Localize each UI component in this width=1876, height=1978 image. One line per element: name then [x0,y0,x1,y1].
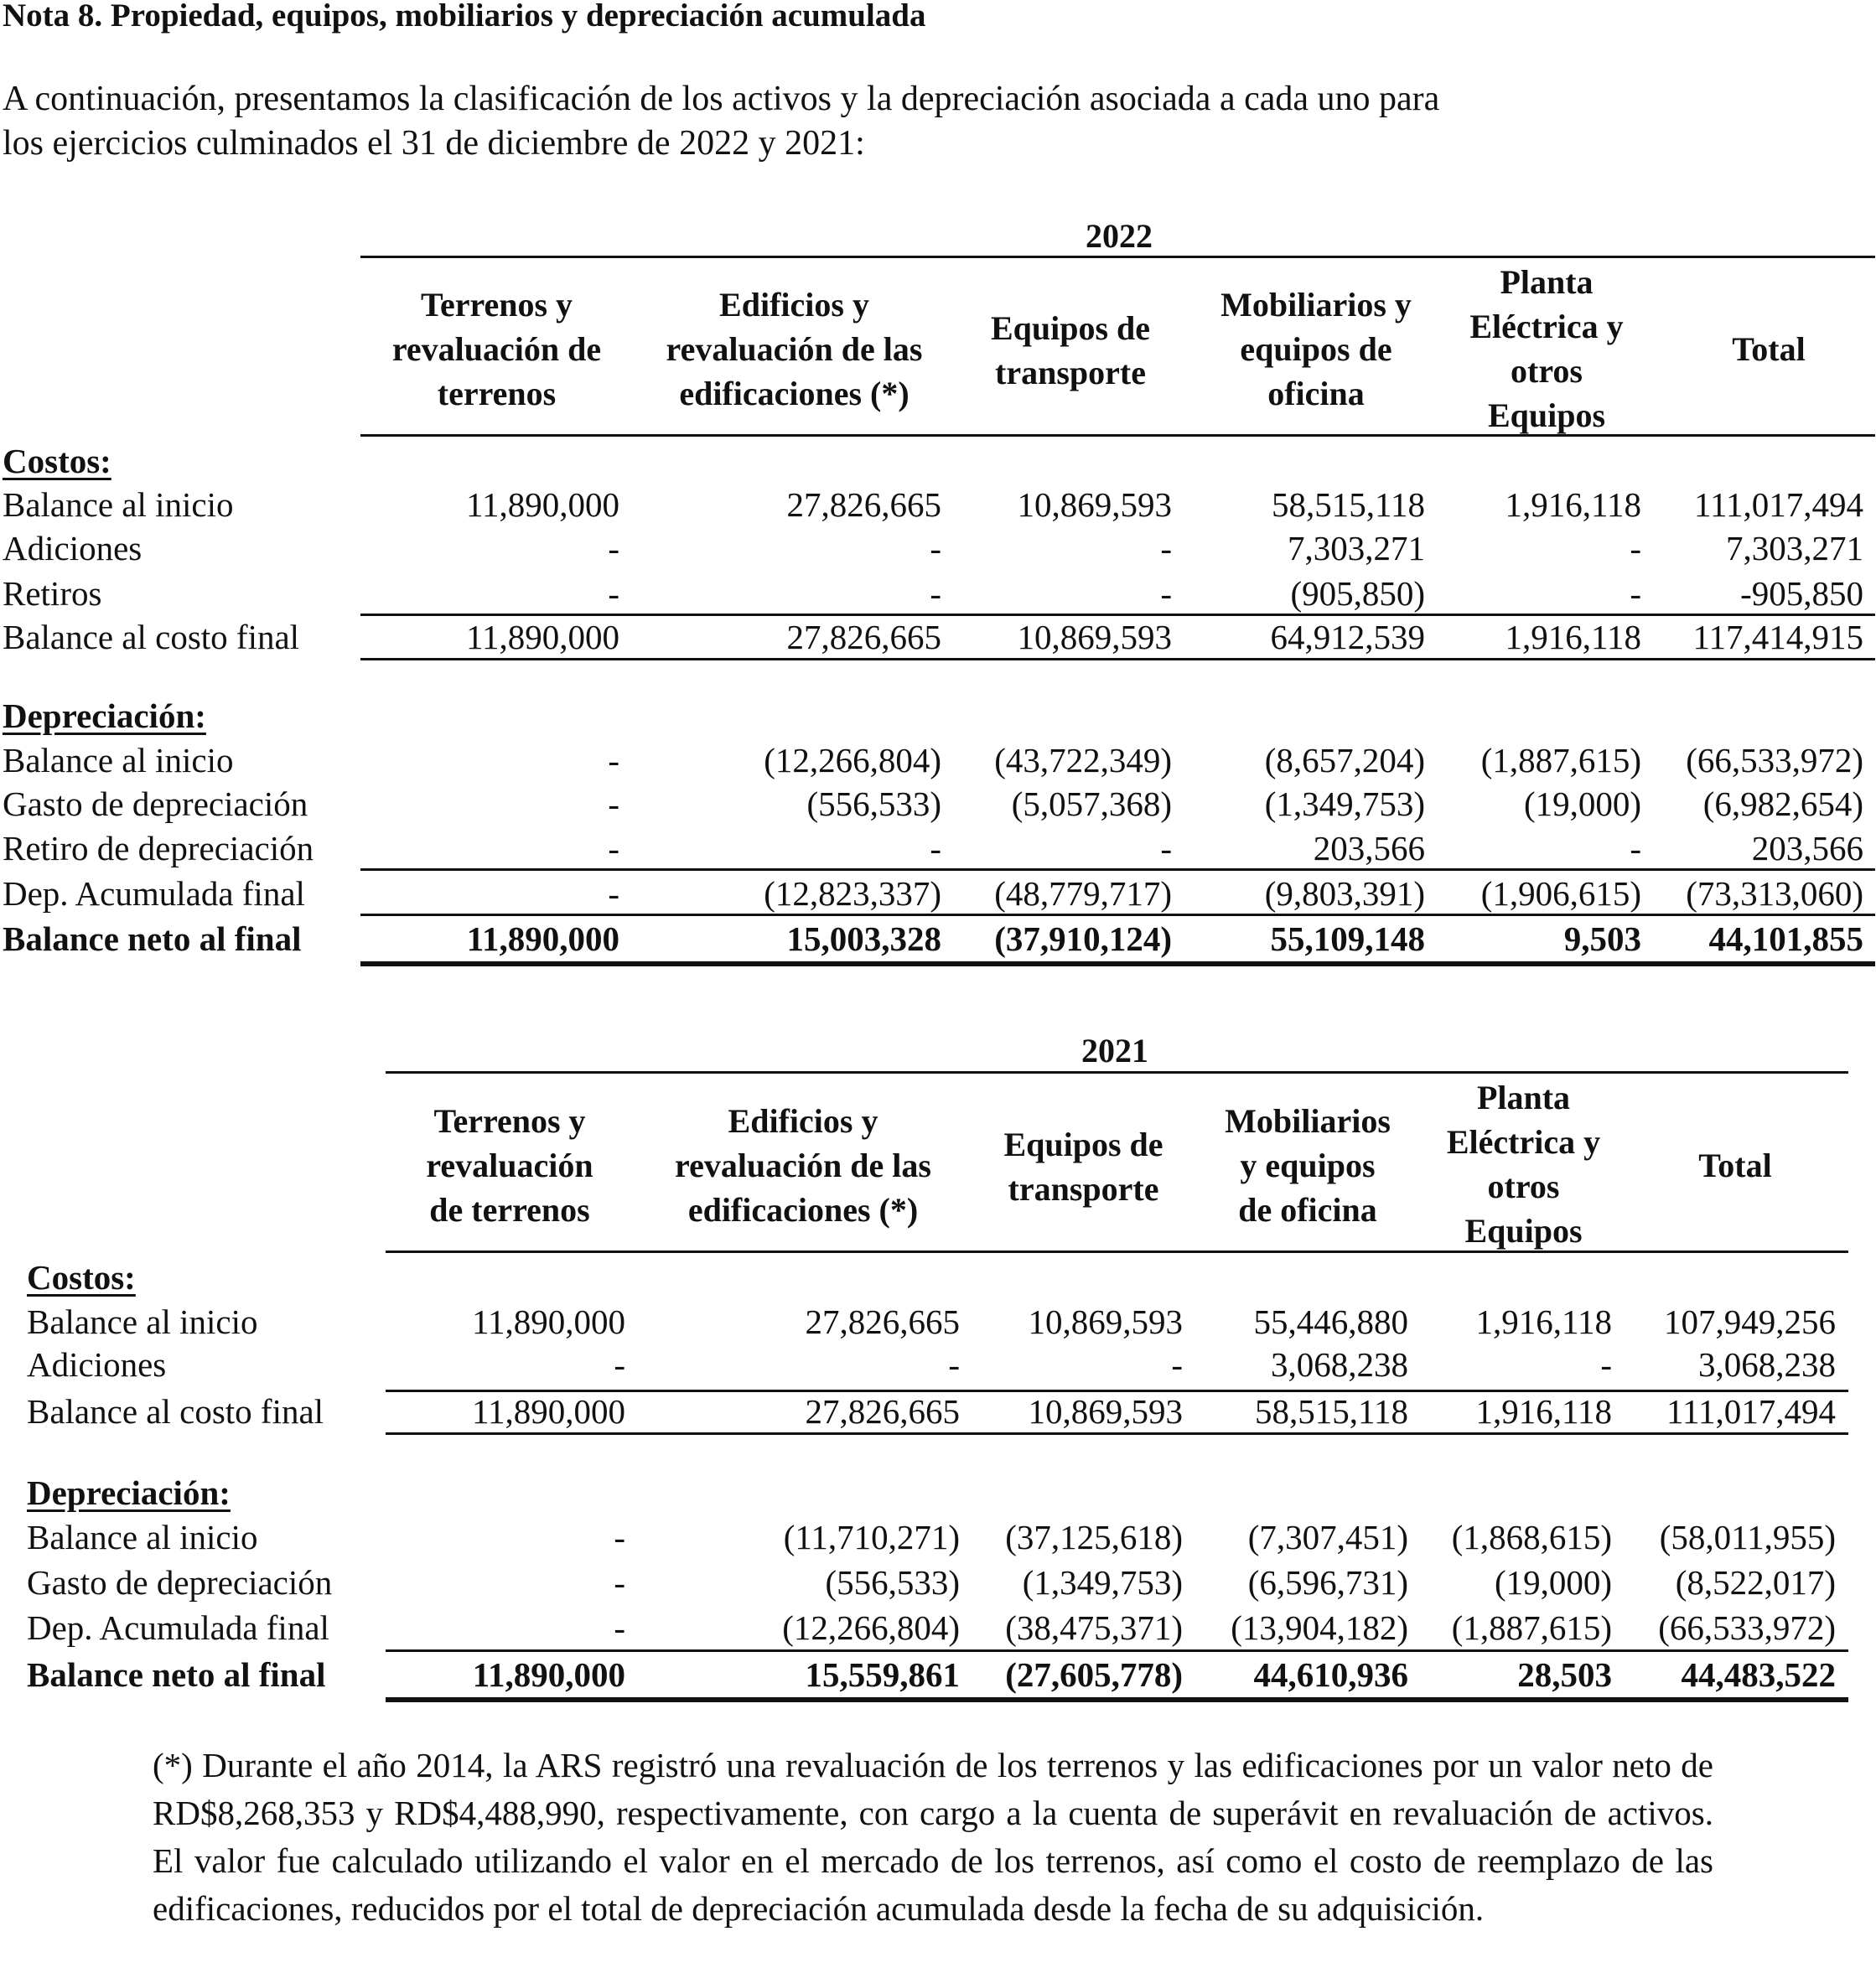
column-header-mobiliarios-line: oficina [1267,375,1365,412]
cell-d_gasto-equipos: (1,349,753) [1022,1563,1183,1602]
column-header-planta [1421,1075,1626,1253]
column-header-planta-line: Planta [1476,1079,1571,1116]
row-label-c_final: Balance al costo final [3,618,300,656]
cell-c_adiciones-equipos: - [1171,1345,1183,1384]
cell-c_adiciones-terrenos: - [608,529,619,567]
cell-c_inicio-mobiliarios: 58,515,118 [1272,485,1425,524]
column-header-terrenos-line: revaluación [426,1147,593,1184]
cell-c_retiros-total: -905,850 [1740,574,1863,613]
cell-d_inicio-mobiliarios: (7,307,451) [1247,1518,1408,1556]
row-label-d_retiro: Retiro de depreciación [3,829,314,867]
year-heading: 2022 [1086,217,1153,255]
column-header-mobiliarios [1190,1099,1425,1232]
cell-c_retiros-edificios: - [930,574,941,613]
cell-c_inicio-terrenos: 11,890,000 [472,1302,625,1341]
cell-c_adiciones-mobiliarios: 3,068,238 [1271,1345,1408,1384]
cell-d_inicio-equipos: (43,722,349) [994,741,1172,779]
row-label-d_gasto: Gasto de depreciación [27,1563,333,1602]
cell-d_final-mobiliarios: (13,904,182) [1231,1608,1408,1647]
row-rule [360,914,1875,916]
intro-paragraph [3,77,1439,166]
row-rule [360,868,1875,871]
column-header-terrenos-line: Terrenos y [420,286,573,324]
cell-c_inicio-terrenos: 11,890,000 [466,485,619,524]
column-header-edificios-line: edificaciones (*) [679,375,909,412]
column-header-total [1651,1143,1819,1188]
header-rule [386,1250,1848,1253]
column-header-equipos-line: Equipos de [1003,1126,1163,1163]
cell-c_inicio-planta: 1,916,118 [1475,1302,1612,1341]
cell-c_adiciones-planta: - [1630,529,1641,567]
row-label-d_gasto: Gasto de depreciación [3,784,308,823]
year-rule [360,256,1875,258]
cell-neto-equipos: (27,605,778) [1005,1655,1183,1694]
cell-d_final-planta: (1,887,615) [1451,1608,1612,1647]
cell-d_gasto-terrenos: - [614,1563,625,1602]
cell-c_retiros-terrenos: - [608,574,619,613]
cell-d_retiro-planta: - [1630,829,1641,867]
column-header-terrenos-line: de terrenos [429,1191,590,1229]
cell-c_final-edificios: 27,826,665 [786,618,941,656]
cell-d_inicio-terrenos: - [614,1518,625,1556]
year-heading: 2021 [1081,1032,1148,1069]
row-label-d_inicio: Balance al inicio [27,1518,258,1556]
row-label-c_inicio: Balance al inicio [27,1302,258,1341]
cell-d_inicio-total: (58,011,955) [1659,1518,1836,1556]
column-header-mobiliarios-line: y equipos [1240,1147,1376,1184]
cell-neto-mobiliarios: 44,610,936 [1253,1655,1408,1694]
cell-d_inicio-equipos: (37,125,618) [1005,1518,1183,1556]
cell-d_final-terrenos: - [614,1608,625,1647]
section-costos: Costos: [3,442,111,480]
row-label-d_final: Dep. Acumulada final [3,874,305,913]
cell-c_final-edificios: 27,826,665 [805,1392,960,1431]
cell-d_gasto-mobiliarios: (1,349,753) [1264,784,1425,823]
cell-d_final-edificios: (12,823,337) [764,874,941,913]
cell-c_retiros-equipos: - [1160,574,1172,613]
cell-c_adiciones-equipos: - [1160,529,1172,567]
column-header-terrenos-line: revaluación de [391,330,602,368]
column-header-total-line: Total [1698,1147,1772,1184]
row-label-c_adiciones: Adiciones [3,529,143,567]
column-header-planta-line: Equipos [1464,1212,1583,1250]
cell-neto-total: 44,483,522 [1681,1655,1836,1694]
cell-c_adiciones-total: 7,303,271 [1726,529,1863,567]
cell-d_retiro-equipos: - [1160,829,1172,867]
cell-d_final-mobiliarios: (9,803,391) [1264,874,1425,913]
row-label-c_final: Balance al costo final [27,1392,324,1431]
cell-c_final-equipos: 10,869,593 [1017,618,1172,656]
row-label-d_inicio: Balance al inicio [3,741,234,779]
cell-d_gasto-total: (6,982,654) [1702,784,1863,823]
cell-d_final-equipos: (48,779,717) [994,874,1172,913]
column-header-terrenos-line: Terrenos y [433,1102,586,1140]
cell-d_inicio-edificios: (12,266,804) [764,741,941,779]
row-label-neto: Balance neto al final [3,919,302,958]
intro-line-2: los ejercicios culminados el 31 de diciembre de 2022 y 2021: [3,124,865,163]
column-header-terrenos [392,1099,627,1232]
cell-d_retiro-terrenos: - [608,829,619,867]
column-header-equipos [972,1122,1195,1211]
cell-d_retiro-edificios: - [930,829,941,867]
cell-d_gasto-terrenos: - [608,784,619,823]
cell-neto-planta: 28,503 [1517,1655,1612,1694]
cell-c_inicio-equipos: 10,869,593 [1028,1302,1183,1341]
cell-d_gasto-edificios: (556,533) [825,1563,960,1602]
column-header-edificios-line: revaluación de las [675,1147,931,1184]
cell-c_adiciones-edificios: - [930,529,941,567]
column-header-mobiliarios-line: equipos de [1240,330,1392,368]
section-depreciacion: Depreciación: [3,696,206,735]
column-header-edificios [652,1099,954,1232]
cell-d_inicio-edificios: (11,710,271) [783,1518,960,1556]
column-header-planta-line: otros [1487,1168,1560,1205]
column-header-edificios [641,282,947,416]
column-header-planta-line: Equipos [1487,396,1606,434]
cell-c_final-terrenos: 11,890,000 [466,618,619,656]
cell-c_final-planta: 1,916,118 [1505,618,1641,656]
column-header-planta-line: Eléctrica y [1469,308,1624,345]
cell-neto-terrenos: 11,890,000 [466,919,619,958]
row-rule [386,1432,1848,1435]
row-rule [360,658,1875,660]
cell-c_retiros-planta: - [1630,574,1641,613]
double-rule [386,1697,1848,1702]
cell-d_retiro-total: 203,566 [1751,829,1863,867]
footnote: (*) Durante el año 2014, la ARS registró una revaluación de los terrenos y las edificaciones por un valor neto de RD$8,268,353 y RD$4,488,990, respectivamente, con cargo a la cuenta de superávit en revaluación de activos. El valor fue calculado utilizando el valor en el mercado de los terrenos, así como el costo de reemplazo de las edificaciones, reducidos por el total de depreciación acumulada desde la fecha de su adquisición. [153,1746,1713,1928]
cell-c_adiciones-planta: - [1600,1345,1612,1384]
cell-d_final-equipos: (38,475,371) [1005,1608,1183,1647]
cell-neto-equipos: (37,910,124) [994,919,1172,958]
cell-c_inicio-total: 111,017,494 [1694,485,1863,524]
cell-c_adiciones-edificios: - [948,1345,960,1384]
cell-c_final-total: 117,414,915 [1692,618,1863,656]
cell-c_inicio-total: 107,949,256 [1664,1302,1836,1341]
cell-neto-edificios: 15,003,328 [786,919,941,958]
column-header-equipos-line: Equipos de [990,309,1151,347]
column-header-total [1689,327,1848,371]
cell-d_inicio-planta: (1,887,615) [1480,741,1641,779]
cell-d_final-total: (73,313,060) [1686,874,1863,913]
cell-d_final-planta: (1,906,615) [1480,874,1641,913]
cell-neto-mobiliarios: 55,109,148 [1270,919,1425,958]
column-header-equipos-line: transporte [1008,1170,1159,1208]
cell-d_gasto-mobiliarios: (6,596,731) [1247,1563,1408,1602]
column-header-equipos-line: transporte [995,354,1146,391]
section-depreciacion: Depreciación: [27,1473,231,1512]
column-header-terrenos-line: terrenos [437,375,557,412]
cell-c_final-terrenos: 11,890,000 [472,1392,625,1431]
column-header-planta-line: Planta [1500,263,1594,301]
column-header-edificios-line: Edificios y [719,286,869,324]
cell-d_final-total: (66,533,972) [1658,1608,1836,1647]
column-header-mobiliarios-line: de oficina [1238,1191,1377,1229]
cell-d_final-edificios: (12,266,804) [782,1608,960,1647]
column-header-planta-line: otros [1511,352,1583,390]
column-header-mobiliarios [1190,282,1442,416]
cell-d_retiro-mobiliarios: 203,566 [1313,829,1425,867]
cell-d_gasto-total: (8,522,017) [1675,1563,1836,1602]
cell-d_gasto-equipos: (5,057,368) [1011,784,1172,823]
cell-c_final-mobiliarios: 58,515,118 [1255,1392,1408,1431]
note-title: Nota 8. Propiedad, equipos, mobiliarios y depreciación acumulada [3,0,926,34]
cell-c_inicio-edificios: 27,826,665 [786,485,941,524]
cell-d_inicio-terrenos: - [608,741,619,779]
column-header-edificios-line: Edificios y [728,1102,878,1140]
row-rule [386,1649,1848,1652]
row-label-d_final: Dep. Acumulada final [27,1608,329,1647]
cell-neto-terrenos: 11,890,000 [472,1655,625,1694]
cell-c_inicio-planta: 1,916,118 [1505,485,1641,524]
cell-c_adiciones-total: 3,068,238 [1698,1345,1836,1384]
cell-neto-edificios: 15,559,861 [805,1655,960,1694]
column-header-total-line: Total [1732,330,1806,368]
cell-neto-total: 44,101,855 [1708,919,1863,958]
section-costos: Costos: [27,1258,136,1297]
cell-d_gasto-planta: (19,000) [1494,1563,1612,1602]
cell-c_final-equipos: 10,869,593 [1028,1392,1183,1431]
cell-c_adiciones-mobiliarios: 7,303,271 [1288,529,1425,567]
column-header-equipos [966,306,1175,395]
cell-neto-planta: 9,503 [1563,919,1641,958]
cell-c_inicio-equipos: 10,869,593 [1017,485,1172,524]
cell-c_retiros-mobiliarios: (905,850) [1290,574,1425,613]
cell-c_final-total: 111,017,494 [1666,1392,1836,1431]
cell-d_inicio-planta: (1,868,615) [1451,1518,1612,1556]
cell-d_inicio-mobiliarios: (8,657,204) [1264,741,1425,779]
double-rule [360,961,1875,966]
year-rule [386,1071,1848,1074]
cell-d_final-terrenos: - [608,874,619,913]
column-header-planta-line: Eléctrica y [1446,1123,1601,1161]
column-header-edificios-line: edificaciones (*) [687,1191,919,1229]
column-header-mobiliarios-line: Mobiliarios y [1220,286,1412,324]
cell-c_final-planta: 1,916,118 [1475,1392,1612,1431]
column-header-mobiliarios-line: Mobiliarios [1225,1102,1391,1140]
intro-line-1: A continuación, presentamos la clasificación de los activos y la depreciación asociada a cada uno para [3,80,1440,118]
row-label-neto: Balance neto al final [27,1655,326,1694]
cell-c_inicio-mobiliarios: 55,446,880 [1253,1302,1408,1341]
cell-d_inicio-total: (66,533,972) [1686,741,1863,779]
cell-c_final-mobiliarios: 64,912,539 [1270,618,1425,656]
row-label-c_inicio: Balance al inicio [3,485,234,524]
row-label-c_retiros: Retiros [3,574,102,613]
cell-c_adiciones-terrenos: - [614,1345,625,1384]
column-header-terrenos [369,282,624,416]
header-rule [360,434,1875,437]
column-header-planta [1442,260,1651,438]
cell-c_inicio-edificios: 27,826,665 [805,1302,960,1341]
cell-d_gasto-edificios: (556,533) [806,784,941,823]
column-header-edificios-line: revaluación de las [666,330,923,368]
row-label-c_adiciones: Adiciones [27,1345,167,1384]
row-rule [360,614,1875,616]
cell-d_gasto-planta: (19,000) [1523,784,1641,823]
